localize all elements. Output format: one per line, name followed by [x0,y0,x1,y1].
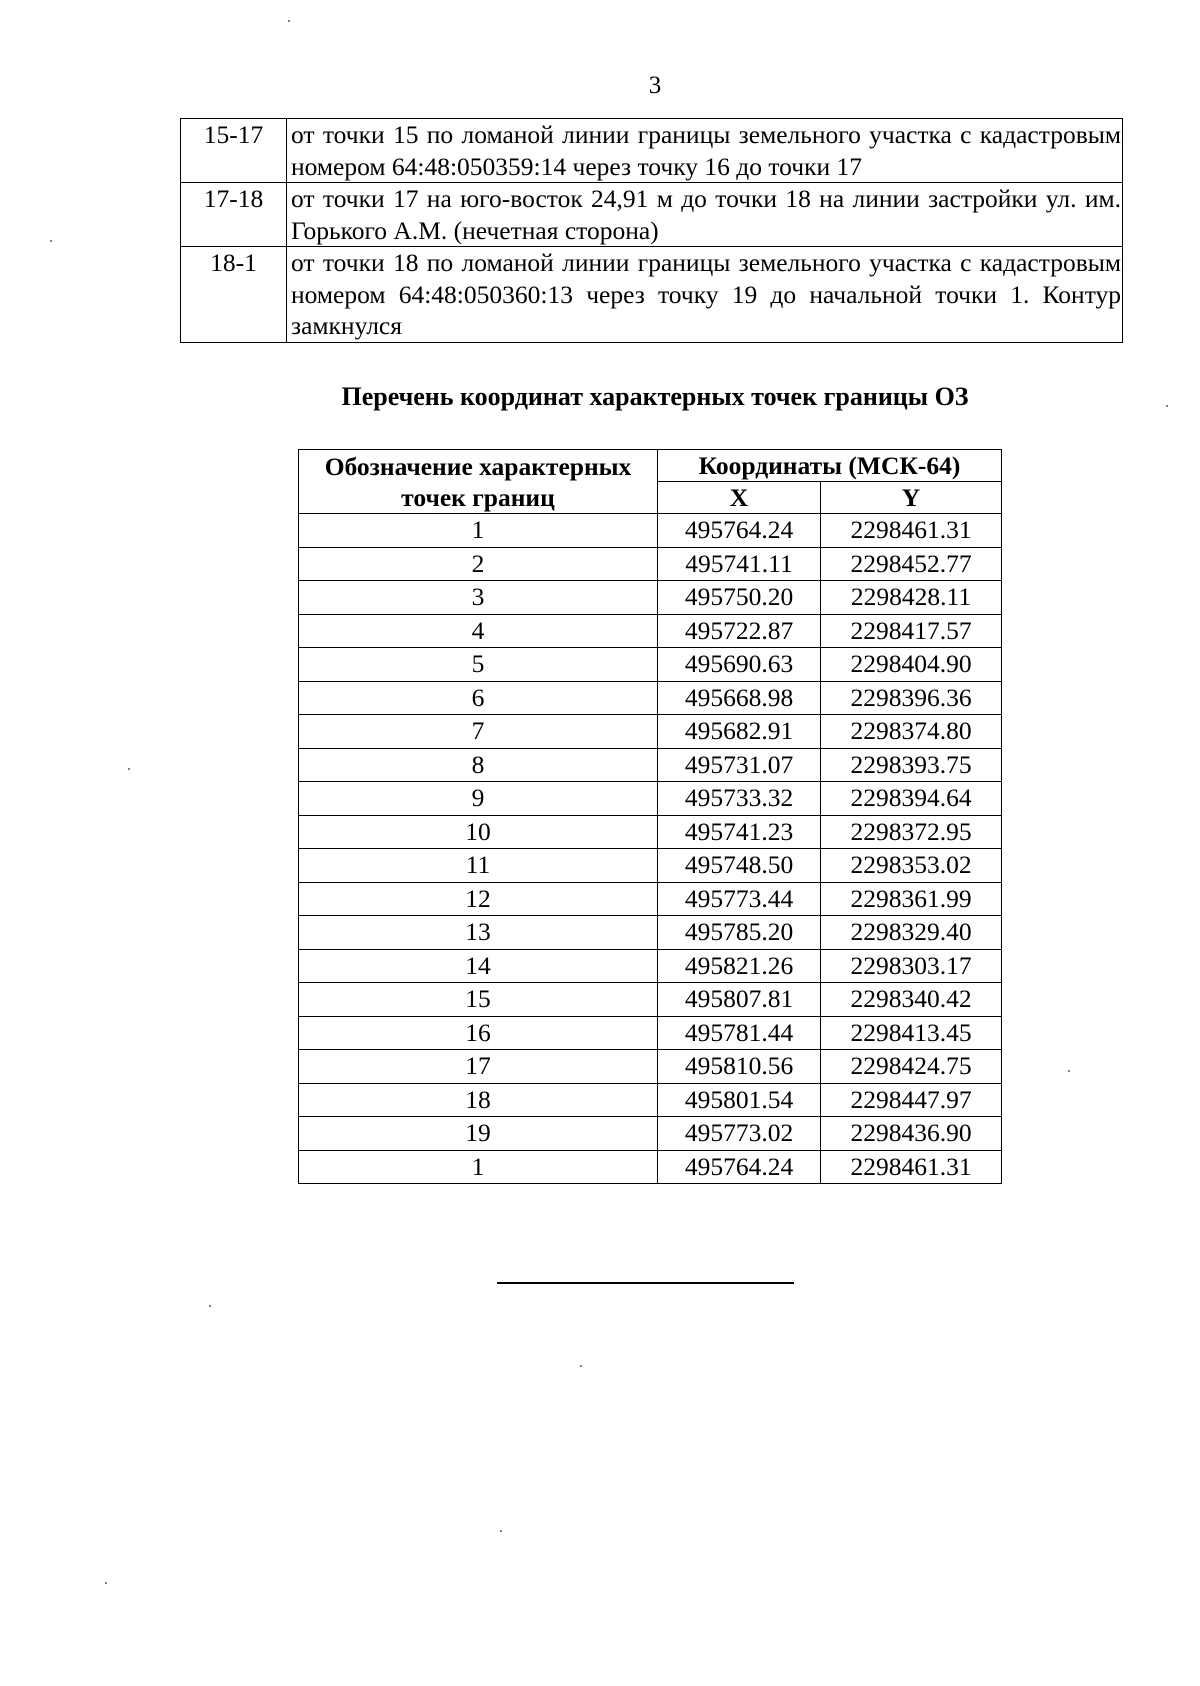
x-cell: 495821.26 [658,949,821,983]
segment-description: от точки 15 по ломаной линии границы земельного участка с кадастровым номером 64:48:050359:14 через точку 16 до точки 17 [287,119,1123,183]
header-coordinates: Координаты (МСК-64) [658,450,1002,482]
point-cell: 9 [299,782,658,816]
y-cell: 2298461.31 [821,1150,1002,1184]
y-cell: 2298461.31 [821,514,1002,548]
table-row [299,514,1002,548]
table-row [299,1150,1002,1184]
y-cell: 2298396.36 [821,681,1002,715]
point-cell: 18 [299,1083,658,1117]
x-cell: 495750.20 [658,581,821,615]
segment-description: от точки 18 по ломаной линии границы земельного участка с кадастровым номером 64:48:050360:13 через точку 19 до начальной точки 1. Контур замкнулся [287,247,1123,343]
y-cell: 2298329.40 [821,916,1002,950]
scan-speck [288,20,290,22]
table-row [299,648,1002,682]
y-cell: 2298424.75 [821,1050,1002,1084]
coordinates-table [298,449,1002,1184]
table-row [299,782,1002,816]
segment-cell: 18-1 [181,247,287,343]
point-cell: 5 [299,648,658,682]
end-divider [497,1282,794,1284]
x-cell: 495801.54 [658,1083,821,1117]
boundary-description-table [180,118,1123,343]
x-cell: 495810.56 [658,1050,821,1084]
table-row [299,1016,1002,1050]
y-cell: 2298393.75 [821,748,1002,782]
point-cell: 7 [299,715,658,749]
y-cell: 2298303.17 [821,949,1002,983]
x-cell: 495722.87 [658,614,821,648]
x-cell: 495785.20 [658,916,821,950]
table-row [299,1050,1002,1084]
y-cell: 2298340.42 [821,983,1002,1017]
segment-description: от точки 17 на юго-восток 24,91 м до точки 18 на линии застройки ул. им. Горького А.М. (нечетная сторона) [287,183,1123,247]
y-cell: 2298447.97 [821,1083,1002,1117]
x-cell: 495731.07 [658,748,821,782]
y-cell: 2298374.80 [821,715,1002,749]
scan-speck [500,1530,502,1532]
point-cell: 6 [299,681,658,715]
scan-speck [1166,405,1168,407]
x-cell: 495748.50 [658,849,821,883]
table-row [299,581,1002,615]
point-cell: 10 [299,815,658,849]
header-x: X [658,482,821,514]
y-cell: 2298404.90 [821,648,1002,682]
table-row [299,916,1002,950]
table-row [299,614,1002,648]
scan-speck [128,768,130,770]
point-cell: 19 [299,1117,658,1151]
table-row [299,1117,1002,1151]
point-cell: 4 [299,614,658,648]
table-row [181,183,1123,247]
header-y: Y [821,482,1002,514]
x-cell: 495807.81 [658,983,821,1017]
y-cell: 2298436.90 [821,1117,1002,1151]
table-row [299,681,1002,715]
point-cell: 2 [299,547,658,581]
x-cell: 495773.02 [658,1117,821,1151]
page-number: 3 [648,72,662,99]
table-row [299,983,1002,1017]
y-cell: 2298428.11 [821,581,1002,615]
point-cell: 15 [299,983,658,1017]
table-row [299,949,1002,983]
y-cell: 2298361.99 [821,882,1002,916]
point-cell: 14 [299,949,658,983]
table-row [299,882,1002,916]
x-cell: 495668.98 [658,681,821,715]
point-cell: 13 [299,916,658,950]
table-row [181,247,1123,343]
coordinates-body [299,514,1002,1184]
scan-speck [580,1365,582,1367]
segment-cell: 17-18 [181,183,287,247]
x-cell: 495733.32 [658,782,821,816]
x-cell: 495682.91 [658,715,821,749]
x-cell: 495764.24 [658,514,821,548]
y-cell: 2298452.77 [821,547,1002,581]
x-cell: 495690.63 [658,648,821,682]
point-cell: 16 [299,1016,658,1050]
table-row [299,849,1002,883]
scan-speck [1068,1070,1070,1072]
point-cell: 17 [299,1050,658,1084]
x-cell: 495741.23 [658,815,821,849]
point-cell: 1 [299,1150,658,1184]
point-cell: 1 [299,514,658,548]
scan-speck [50,240,52,242]
y-cell: 2298353.02 [821,849,1002,883]
table-row [299,547,1002,581]
y-cell: 2298417.57 [821,614,1002,648]
point-cell: 3 [299,581,658,615]
point-cell: 11 [299,849,658,883]
x-cell: 495773.44 [658,882,821,916]
x-cell: 495781.44 [658,1016,821,1050]
table-row [299,1083,1002,1117]
table-row [181,119,1123,183]
table-row [299,715,1002,749]
point-cell: 8 [299,748,658,782]
segment-cell: 15-17 [181,119,287,183]
scan-speck [105,1582,107,1584]
table-row [299,815,1002,849]
scan-speck [209,1305,211,1307]
x-cell: 495741.11 [658,547,821,581]
point-cell: 12 [299,882,658,916]
header-row [299,450,1002,482]
y-cell: 2298394.64 [821,782,1002,816]
y-cell: 2298372.95 [821,815,1002,849]
section-title: Перечень координат характерных точек границы ОЗ [341,382,969,411]
table-row [299,748,1002,782]
x-cell: 495764.24 [658,1150,821,1184]
y-cell: 2298413.45 [821,1016,1002,1050]
header-point-designation: Обозначение характерных точек границ [299,450,658,514]
